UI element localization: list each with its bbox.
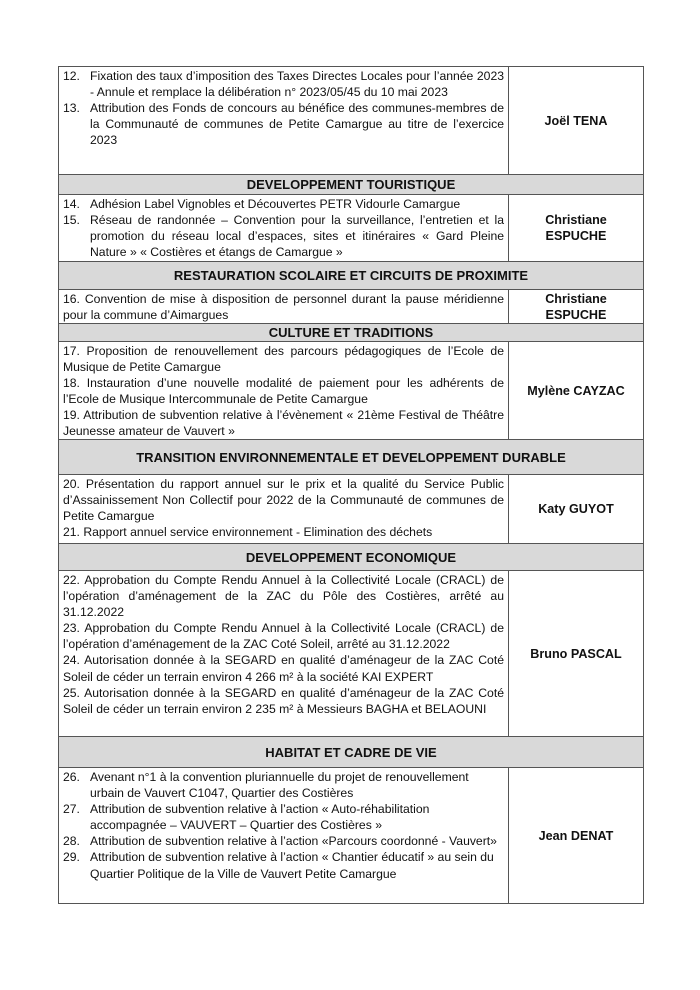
item-text: Avenant n°1 à la convention pluriannuelle du projet de renouvellement urbain de Vauvert C1047, Quartier des Costières xyxy=(90,770,469,801)
agenda-item xyxy=(63,100,504,148)
agenda-row xyxy=(59,571,644,737)
item-number: 12. xyxy=(63,69,80,83)
rapporteur-cell xyxy=(509,475,644,543)
item-number: 28. xyxy=(63,834,80,849)
agenda-item xyxy=(63,801,504,833)
agenda-item: 21. Rapport annuel service environnement - Elimination des déchets xyxy=(63,525,433,540)
section-header-row xyxy=(59,737,644,768)
item-number: 26. xyxy=(63,770,80,784)
agenda-item: 19. Attribution de subvention relative à l’évènement « 21ème Festival de Théâtre Jeunesse amateur de Vauvert » xyxy=(63,408,504,439)
rapporteur-cell xyxy=(509,290,644,323)
rapporteur-last-name: ESPUCHE xyxy=(545,307,607,322)
agenda-item: 20. Présentation du rapport annuel sur le prix et la qualité du Service Public d’Assainissement Non Collectif pour 2022 de la Communauté de communes de Petite Camargue xyxy=(63,477,504,524)
agenda-item: 16. Convention de mise à disposition de personnel durant la pause méridienne pour la commune d’Aimargues xyxy=(63,292,504,323)
item-number: 29. xyxy=(63,850,80,865)
item-text: Fixation des taux d’imposition des Taxes Directes Locales pour l’année 2023 - Annule et remplace la délibération n° 2023/05/45 du 10 mai 2023 xyxy=(90,69,504,100)
agenda-item: 23. Approbation du Compte Rendu Annuel à la Collectivité Locale (CRACL) de l’opération d’aménagement de la ZAC Coté Soleil, arrêté au 31.12.2022 xyxy=(63,621,504,652)
agenda-items-cell xyxy=(59,768,509,903)
rapporteur-name: Katy GUYOT xyxy=(538,502,614,516)
rapporteur-cell xyxy=(509,67,644,174)
rapporteur-name: Mylène CAYZAC xyxy=(527,383,625,398)
rapporteur-first-name: Christiane xyxy=(545,213,607,227)
item-text: Attribution de subvention relative à l’action «Parcours coordonné - Vauvert» xyxy=(90,834,497,849)
item-text: Adhésion Label Vignobles et Découvertes PETR Vidourle Camargue xyxy=(90,197,461,211)
section-header: DEVELOPPEMENT TOURISTIQUE xyxy=(59,175,644,194)
section-header-row xyxy=(59,544,644,571)
agenda-item: 17. Proposition de renouvellement des parcours pédagogiques de l’Ecole de Musique de Petite Camargue xyxy=(63,344,504,375)
section-header: RESTAURATION SCOLAIRE ET CIRCUITS DE PROXIMITE xyxy=(59,262,644,289)
item-number: 13. xyxy=(63,101,80,116)
agenda-item: 25. Autorisation donnée à la SEGARD en qualité d’aménageur de la ZAC Coté Soleil de céder un terrain environ 2 235 m² à Messieurs BAGHA et BELAOUNI xyxy=(63,685,504,716)
agenda-items-cell xyxy=(59,475,509,543)
agenda-row xyxy=(59,768,644,904)
section-header-row xyxy=(59,440,644,475)
rapporteur-first-name: Christiane xyxy=(545,291,607,306)
agenda-row xyxy=(59,475,644,544)
rapporteur-name: Joël TENA xyxy=(544,113,608,128)
agenda-item: 18. Instauration d’une nouvelle modalité de paiement pour les adhérents de l’Ecole de Musique Intercommunale de Petite Camargue xyxy=(63,376,504,407)
agenda-row xyxy=(59,67,644,175)
agenda-item xyxy=(63,196,504,212)
rapporteur-name: Jean DENAT xyxy=(538,828,614,843)
section-header-row xyxy=(59,324,644,342)
rapporteur-cell xyxy=(509,768,644,903)
item-number: 14. xyxy=(63,197,80,211)
agenda-table xyxy=(58,66,644,904)
agenda-item xyxy=(63,833,504,849)
agenda-items-cell xyxy=(59,67,509,174)
agenda-item xyxy=(63,68,504,100)
agenda-row xyxy=(59,195,644,262)
section-header-row xyxy=(59,262,644,290)
item-number: 27. xyxy=(63,802,80,817)
rapporteur-cell xyxy=(509,195,644,261)
item-text: Attribution des Fonds de concours au bénéfice des communes-membres de la Communauté de communes de Petite Camargue au titre de l’exercice 2023 xyxy=(90,101,504,148)
item-number: 15. xyxy=(63,213,80,228)
agenda-items-cell xyxy=(59,290,509,323)
item-text: Réseau de randonnée – Convention pour la surveillance, l’entretien et la promotion du réseau local d’espaces, sites et itinéraires « Gard Pleine Nature » « Costières et étangs de Camargue » xyxy=(90,213,504,260)
agenda-items-cell xyxy=(59,571,509,736)
agenda-item xyxy=(63,849,504,881)
section-header: HABITAT ET CADRE DE VIE xyxy=(59,737,644,767)
agenda-row xyxy=(59,342,644,440)
agenda-items-cell xyxy=(59,342,509,439)
agenda-item xyxy=(63,212,504,260)
agenda-item: 24. Autorisation donnée à la SEGARD en qualité d’aménageur de la ZAC Coté Soleil de céder un terrain environ 4 266 m² à la société KAI EXPERT xyxy=(63,653,504,684)
agenda-items-cell xyxy=(59,195,509,261)
item-text: Attribution de subvention relative à l’action « Auto-réhabilitation accompagnée – VAUVERT – Quartier des Costières » xyxy=(90,802,430,833)
agenda-item xyxy=(63,769,504,801)
agenda-item: 22. Approbation du Compte Rendu Annuel à la Collectivité Locale (CRACL) de l’opération d’aménagement de la ZAC du Pôle des Costières, arrêté au 31.12.2022 xyxy=(63,573,504,620)
rapporteur-cell xyxy=(509,342,644,439)
section-header: CULTURE ET TRADITIONS xyxy=(59,324,644,341)
item-text: Attribution de subvention relative à l’action « Chantier éducatif » au sein du Quartier Politique de la Ville de Vauvert Petite Camargue xyxy=(90,850,494,881)
rapporteur-name: Bruno PASCAL xyxy=(530,646,622,661)
section-header: TRANSITION ENVIRONNEMENTALE ET DEVELOPPEMENT DURABLE xyxy=(59,440,644,474)
rapporteur-last-name: ESPUCHE xyxy=(545,229,607,243)
section-header: DEVELOPPEMENT ECONOMIQUE xyxy=(59,544,644,570)
agenda-row xyxy=(59,290,644,324)
rapporteur-cell xyxy=(509,571,644,736)
section-header-row xyxy=(59,175,644,195)
